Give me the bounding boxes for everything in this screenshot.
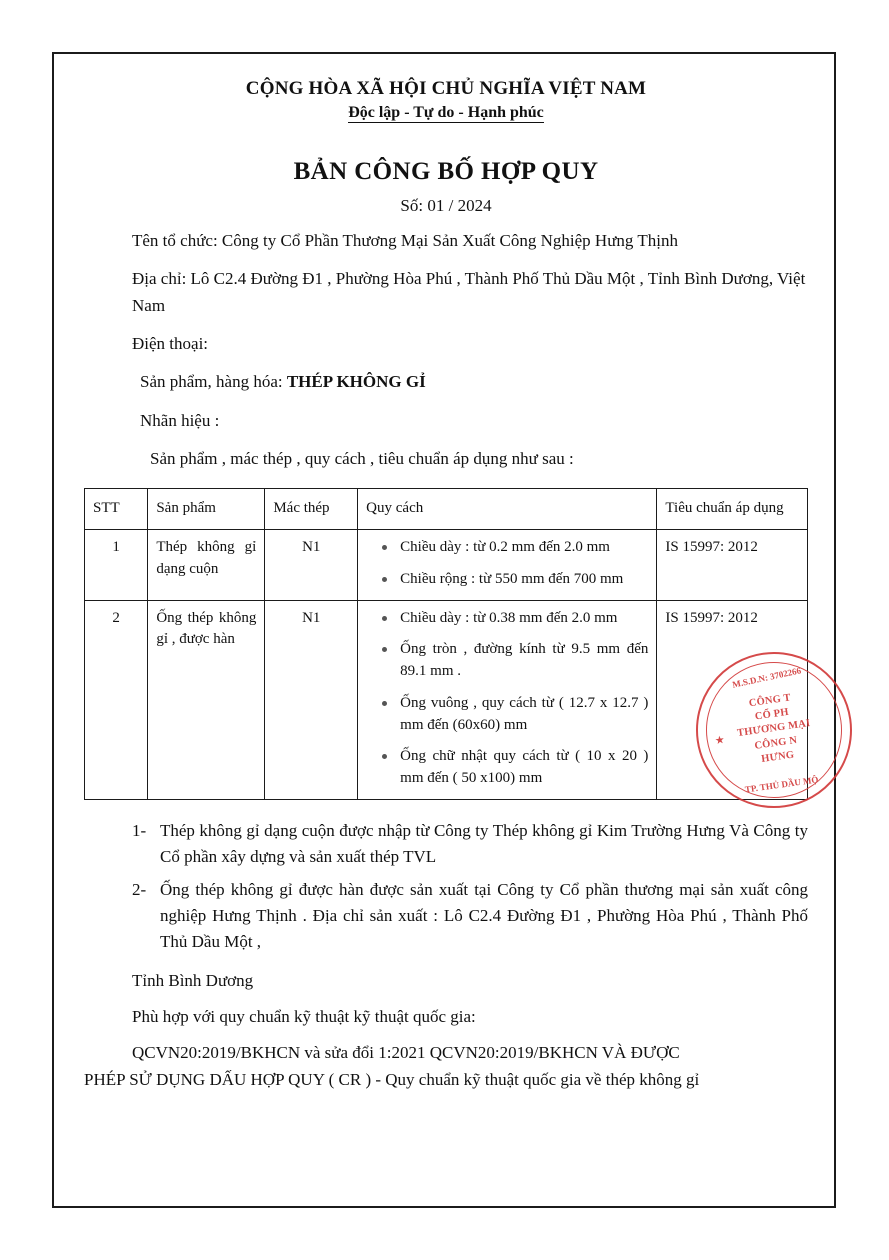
table-header-standard: Tiêu chuẩn áp dụng (657, 489, 808, 530)
row2-spec-item: Ống chữ nhật quy cách từ ( 10 x 20 ) mm đến ( 50 x100) mm (400, 746, 648, 790)
row1-spec-item: Chiều rộng : từ 550 mm đến 700 mm (400, 569, 648, 591)
row1-grade: N1 (265, 530, 358, 601)
table-row (85, 600, 808, 799)
row2-spec-item: Ống tròn , đường kính từ 9.5 mm đến 89.1 mm . (400, 639, 648, 683)
table-header-product: Sản phẩm (148, 489, 265, 530)
table-header-stt: STT (85, 489, 148, 530)
footer-block (84, 968, 808, 1093)
note-text: Thép không gỉ dạng cuộn được nhập từ Công ty Thép không gỉ Kim Trường Hưng Và Công ty Cổ phần xây dựng và sản xuất thép TVL (160, 820, 808, 867)
row2-spec-item: Ống vuông , quy cách từ ( 12.7 x 12.7 ) mm đến (60x60) mm (400, 693, 648, 737)
phone-line: Điện thoại: (132, 334, 209, 354)
note-marker: 2- (132, 879, 147, 899)
seal-star-icon: ★ (714, 734, 726, 748)
table-header-grade: Mác thép (265, 489, 358, 530)
product-line (84, 369, 808, 395)
row1-standard: IS 15997: 2012 (657, 530, 808, 601)
address-line: Địa chỉ: Lô C2.4 Đường Đ1 , Phường Hòa Phú , Thành Phố Thủ Dầu Một , Tỉnh Bình Dương, Việt Nam (132, 269, 806, 315)
row2-standard: IS 15997: 2012 (657, 600, 808, 799)
product-value: THÉP KHÔNG GỈ (286, 372, 426, 392)
document-title: BẢN CÔNG BỐ HỢP QUY (293, 158, 599, 185)
conformity-line: Phù hợp với quy chuẩn kỹ thuật kỹ thuật quốc gia: (132, 1006, 476, 1026)
row1-stt: 1 (85, 530, 148, 601)
notes-list (84, 818, 808, 956)
seal-line-4: CÔNG N (753, 734, 798, 752)
seal-line-2: CỔ PH (754, 707, 790, 723)
province-line: Tỉnh Bình Dương (132, 970, 254, 990)
standard-line-1: QCVN20:2019/BKHCN và sửa đổi 1:2021 QCVN20:2019/BKHCN VÀ ĐƯỢC (132, 1043, 680, 1063)
brand-line: Nhãn hiệu : (140, 410, 220, 430)
product-label: Sản phẩm, hàng hóa: (140, 372, 283, 392)
seal-line-1: CÔNG T (748, 692, 792, 710)
seal-location-text: TP. THỦ DẦU MỘ (744, 774, 819, 795)
seal-line-5: HƯNG (760, 749, 795, 765)
row2-spec-item: Chiều dày : từ 0.38 mm đến 2.0 mm (400, 608, 648, 630)
national-title: CỘNG HÒA XÃ HỘI CHỦ NGHĨA VIỆT NAM (245, 78, 647, 99)
row1-spec-item: Chiều dày : từ 0.2 mm đến 2.0 mm (400, 537, 648, 559)
note-text: Ống thép không gỉ được hàn được sản xuất tại Công ty Cổ phần thương mại sản xuất công nghiệp Hưng Thịnh . Địa chỉ sản xuất : Lô C2.4 Đường Đ1 , Phường Hòa Phú , Thành Phố Thủ Dầu Một , (160, 879, 808, 952)
row2-grade: N1 (265, 600, 358, 799)
row2-specs (358, 600, 657, 799)
intro-line: Sản phẩm , mác thép , quy cách , tiêu chuẩn áp dụng như sau : (150, 449, 574, 469)
document-number: Số: 01 / 2024 (400, 196, 492, 215)
table-header-spec: Quy cách (358, 489, 657, 530)
organization-line: Tên tổ chức: Công ty Cổ Phần Thương Mại Sản Xuất Công Nghiệp Hưng Thịnh (132, 231, 678, 250)
row1-specs (358, 530, 657, 601)
row2-stt: 2 (85, 600, 148, 799)
national-subtitle: Độc lập - Tự do - Hạnh phúc (348, 104, 544, 121)
note-item (84, 818, 808, 871)
row1-product: Thép không gỉ dạng cuộn (148, 530, 265, 601)
row2-product: Ống thép không gỉ , được hàn (148, 600, 265, 799)
seal-center-text (717, 687, 830, 772)
seal-registration-number: M.S.D.N: 3702266 (731, 665, 802, 690)
table-header-row (85, 489, 808, 530)
seal-line-3: THƯƠNG MẠI (736, 718, 812, 740)
table-row (85, 530, 808, 601)
note-item (84, 877, 808, 956)
standard-line-2: PHÉP SỬ DỤNG DẤU HỢP QUY ( CR ) - Quy chuẩn kỹ thuật quốc gia về thép không gỉ (84, 1069, 700, 1089)
note-marker: 1- (132, 820, 147, 840)
document-page-border (52, 52, 836, 1208)
document-body (54, 54, 838, 1210)
